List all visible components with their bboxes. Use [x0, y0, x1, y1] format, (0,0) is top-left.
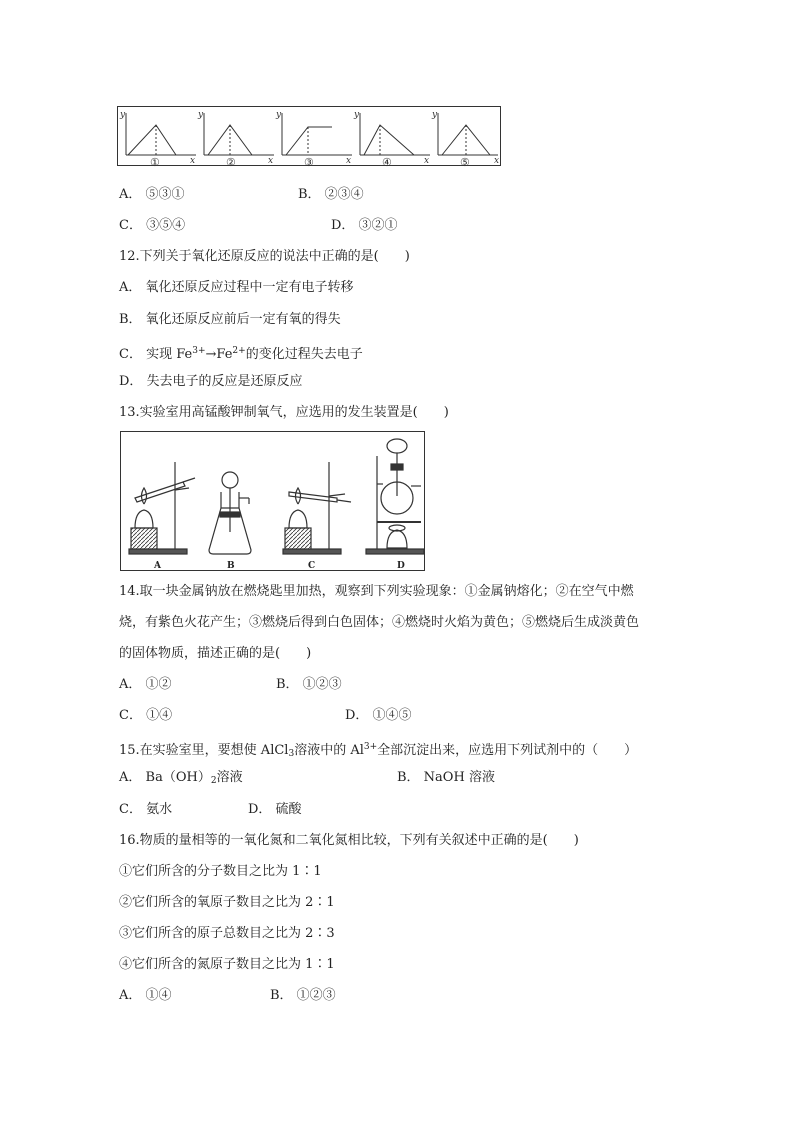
q14-stem-line3: 的固体物质，描述正确的是( ) — [119, 646, 312, 661]
graphs-svg — [118, 107, 502, 167]
q14-stem-line2: 烧，有紫色火花产生；③燃烧后得到白色固体；④燃烧时火焰为黄色；⑤燃烧后生成淡黄色 — [119, 615, 640, 630]
graph-5-y-label: y — [432, 110, 438, 120]
graph-1 — [126, 113, 196, 155]
q12-c-sup1: 3+ — [192, 346, 206, 356]
q12-stem: 12.下列关于氧化还原反应的说法中正确的是( ) — [119, 249, 410, 264]
graph-1-x-label: x — [190, 156, 196, 166]
apparatus-d — [366, 439, 424, 554]
q15-a-sub: 2 — [210, 776, 217, 786]
q16-statement-3: ③它们所含的原子总数目之比为 2∶3 — [119, 926, 335, 941]
q16-option-b: B． ①②③ — [270, 988, 336, 1003]
q14-stem-line1: 14.取一块金属钠放在燃烧匙里加热，观察到下列实验现象：①金属钠熔化；②在空气中燃 — [119, 584, 634, 599]
q12-c-pre: C． 实现 Fe — [119, 347, 193, 362]
graph-1-label: ① — [150, 156, 160, 167]
q13-apparatus-figure — [120, 431, 425, 571]
q13-stem: 13.实验室用高锰酸钾制氧气，应选用的发生装置是( ) — [119, 405, 449, 420]
graph-3-label: ③ — [304, 156, 314, 167]
q14-option-d: D． ①④⑤ — [345, 708, 412, 723]
graph-1-y-label: y — [120, 110, 126, 120]
graph-4-y-label: y — [354, 110, 360, 120]
q16-statement-1: ①它们所含的分子数目之比为 1∶1 — [119, 864, 322, 879]
q16-stem: 16.物质的量相等的一氧化氮和二氧化氮相比较，下列有关叙述中正确的是( ) — [119, 833, 579, 848]
graph-4-label: ④ — [382, 156, 392, 167]
q12-c-mid: →Fe — [205, 347, 233, 362]
apparatus-c-label: C — [308, 561, 316, 571]
graph-5-x-label: x — [494, 156, 500, 166]
apparatus-a — [129, 462, 195, 554]
q15-a-pre: A． Ba（OH） — [119, 770, 211, 785]
q12-option-c — [119, 342, 363, 364]
apparatus-a-label: A — [154, 561, 161, 571]
q16-statement-2: ②它们所含的氧原子数目之比为 2∶1 — [119, 895, 335, 910]
q12-option-a: A． 氧化还原反应过程中一定有电子转移 — [119, 280, 354, 295]
q14-option-a: A． ①② — [119, 677, 172, 692]
q11-option-d: D． ③②① — [331, 218, 398, 233]
q12-c-post: 的变化过程失去电子 — [245, 347, 363, 362]
q15-stem-sub: 3 — [288, 749, 295, 759]
graph-5-label: ⑤ — [460, 156, 470, 167]
graph-3-y-label: y — [276, 110, 282, 120]
apparatus-svg — [121, 432, 426, 572]
graph-4-x-label: x — [424, 156, 430, 166]
q15-stem-mid: 溶液中的 Al — [294, 743, 364, 758]
graph-3 — [282, 113, 352, 155]
q11-option-c: C． ③⑤④ — [119, 218, 186, 233]
apparatus-d-label: D — [397, 561, 405, 571]
q16-statement-4: ④它们所含的氮原子数目之比为 1∶1 — [119, 957, 335, 972]
graph-2-y-label: y — [198, 110, 204, 120]
q15-option-b: B． NaOH 溶液 — [397, 770, 495, 785]
q15-stem — [119, 738, 637, 763]
q15-option-c: C． 氨水 — [119, 802, 173, 817]
graph-2-label: ② — [226, 156, 236, 167]
q16-option-a: A． ①④ — [119, 988, 172, 1003]
q15-option-d: D． 硫酸 — [248, 802, 302, 817]
apparatus-c — [283, 462, 351, 554]
q11-option-a: A． ⑤③① — [119, 187, 185, 202]
graph-2-x-label: x — [268, 156, 274, 166]
q15-stem-pre: 15.在实验室里，要想使 AlCl — [119, 743, 289, 758]
apparatus-b-label: B — [227, 561, 235, 571]
q14-option-b: B． ①②③ — [276, 677, 342, 692]
q12-option-b: B． 氧化还原反应前后一定有氧的得失 — [119, 312, 341, 327]
q11-graphs-figure — [117, 106, 501, 166]
q15-option-a — [119, 769, 243, 790]
graph-5 — [438, 113, 498, 155]
q15-stem-sup: 3+ — [363, 742, 378, 752]
q11-option-b: B． ②③④ — [298, 187, 364, 202]
graph-4 — [360, 113, 430, 155]
graph-3-x-label: x — [346, 156, 352, 166]
q14-option-c: C． ①④ — [119, 708, 173, 723]
q12-c-sup2: 2+ — [232, 346, 246, 356]
q15-stem-post: 全部沉淀出来，应选用下列试剂中的（ ） — [377, 743, 638, 758]
q15-a-post: 溶液 — [216, 770, 243, 785]
graph-2 — [204, 113, 274, 155]
apparatus-b — [209, 472, 251, 554]
q12-option-d: D． 失去电子的反应是还原反应 — [119, 374, 303, 389]
